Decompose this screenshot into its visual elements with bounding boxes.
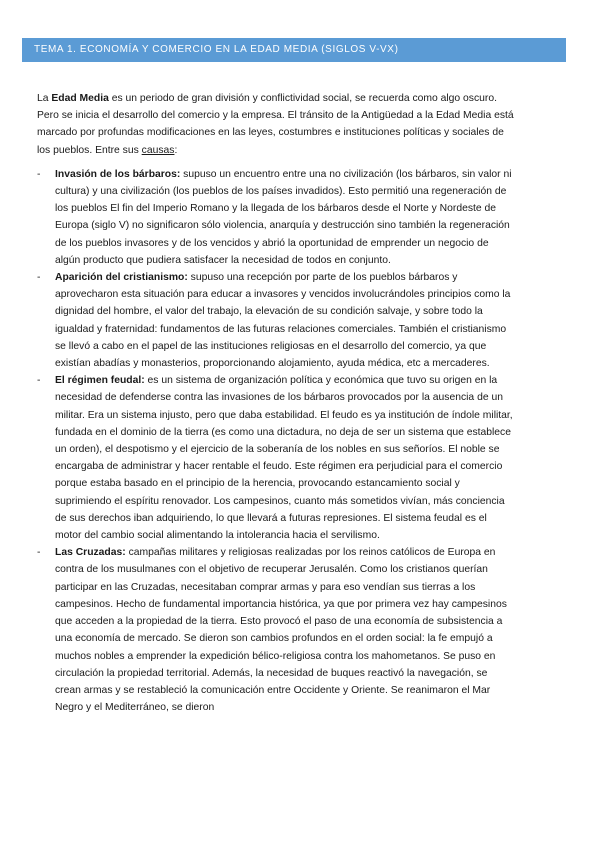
intro-lead: La xyxy=(37,93,52,104)
document-body xyxy=(37,90,515,716)
list-bullet: - xyxy=(37,168,41,180)
item-term: Las Cruzadas: xyxy=(55,547,126,559)
list-item xyxy=(37,166,515,269)
list-bullet: - xyxy=(37,375,41,387)
item-text: es un sistema de organización política y económica que tuvo su origen en la necesidad de defenderse contra las invasiones de los bárbaros provocados por la ausencia de un militar. Era un sistema injusto, pero que daba estabilidad. El feudo es ya institución de índole militar, fundada en el dominio de la tierra (es como una dictadura, no deja de ser un sistema que establece un orden), el despotismo y el ejercicio de la soberanía de los nobles en sus señoríos. El noble se encargaba de administrar y hacer rentable el feudo. Este régimen era perjudicial para el comercio porque estaba basado en el principio de la herencia, provocando estancamiento social y suprimiendo el espíritu renovador. Los campesinos, cuanto más sometidos vivían, más conciencia de sus derechos iban adquiriendo, lo que llevará a futuras represiones. El sistema feudal es el motor del cambio social alimentando la intolerancia hacia el servilismo. xyxy=(55,375,513,542)
item-text: supuso una recepción por parte de los pueblos bárbaros y aprovecharon esta situación para educar a invasores y vencidos involucrándoles principios como la dignidad del hombre, el valor del trabajo, la elevación de su condición salvaje, y sobre todo la igualdad y fraternidad: fundamentos de las futuras relaciones comerciales. También el cristianismo se llevó a cabo en el papel de las instituciones religiosas en el desarrollo del comercio, ya que existían abadías y monasterios, proporcionando alojamiento, ayuda médica, etc a mercaderes. xyxy=(55,272,511,370)
list-item xyxy=(37,372,515,544)
item-term: El régimen feudal: xyxy=(55,375,145,387)
item-text: campañas militares y religiosas realizadas por los reinos católicos de Europa en contra de los musulmanes con el objetivo de recuperar Jerusalén. Como los cristianos querían participar en las Cruzadas, necesitaban comprar armas y para eso vendían sus tierras a los campesinos. Hecho de fundamental importancia histórica, ya que por primera vez hay campesinos que acceden a la propiedad de la tierra. Esto provocó el paso de una economía de subsistencia a una economía de mercado. Se dieron son cambios profundos en el orden social: la fe empujó a muchos nobles a emprender la expedición bélico-religiosa contra los mahometanos. Se puso en circulación la propiedad territorial. Además, la necesidad de buques reactivó la navegación, se crean armas y se restableció la comunicación entre Occidente y Oriente. Se reanimaron el Mar Negro y el Mediterráneo, se dieron xyxy=(55,547,507,714)
item-text: supuso un encuentro entre una no civilización (los bárbaros, sin valor ni cultura) y una civilización (los pueblos de los países invadidos). Esto permitió una regeneración de los pueblos El fin del Imperio Romano y la llegada de los bárbaros desde el Norte y Nordeste de Europa (siglo V) no significaron sólo violencia, anarquía y destrucción sino también la regeneración de los pueblos invasores y de los vencidos y abrió la oportunidad de emprender un negocio de algún producto que pudiera satisfacer la necesidad de todos en conjunto. xyxy=(55,168,512,266)
intro-end: : xyxy=(174,144,178,156)
list-bullet: - xyxy=(37,547,41,559)
item-term: Invasión de los bárbaros: xyxy=(55,168,181,180)
causes-word: causas xyxy=(141,144,175,156)
intro-text: es un periodo de gran división y conflictividad social, se recuerda como algo oscuro. Pero se inicia el desarrollo del comercio y la empresa. El tránsito de la Antigüedad a la Edad Media está marcado por profundas modificaciones en las leyes, costumbres e instituciones políticas y sociales de los pueblos. Entre sus xyxy=(37,93,514,156)
title-bar xyxy=(22,38,566,62)
list-item xyxy=(37,544,515,716)
intro-paragraph xyxy=(37,90,515,159)
item-term: Aparición del cristianismo: xyxy=(55,272,188,284)
list-item xyxy=(37,269,515,372)
page-title: TEMA 1. ECONOMÍA Y COMERCIO EN LA EDAD MEDIA (SIGLOS V-VX) xyxy=(34,44,399,55)
list-bullet: - xyxy=(37,272,41,284)
intro-term: Edad Media xyxy=(51,93,109,104)
